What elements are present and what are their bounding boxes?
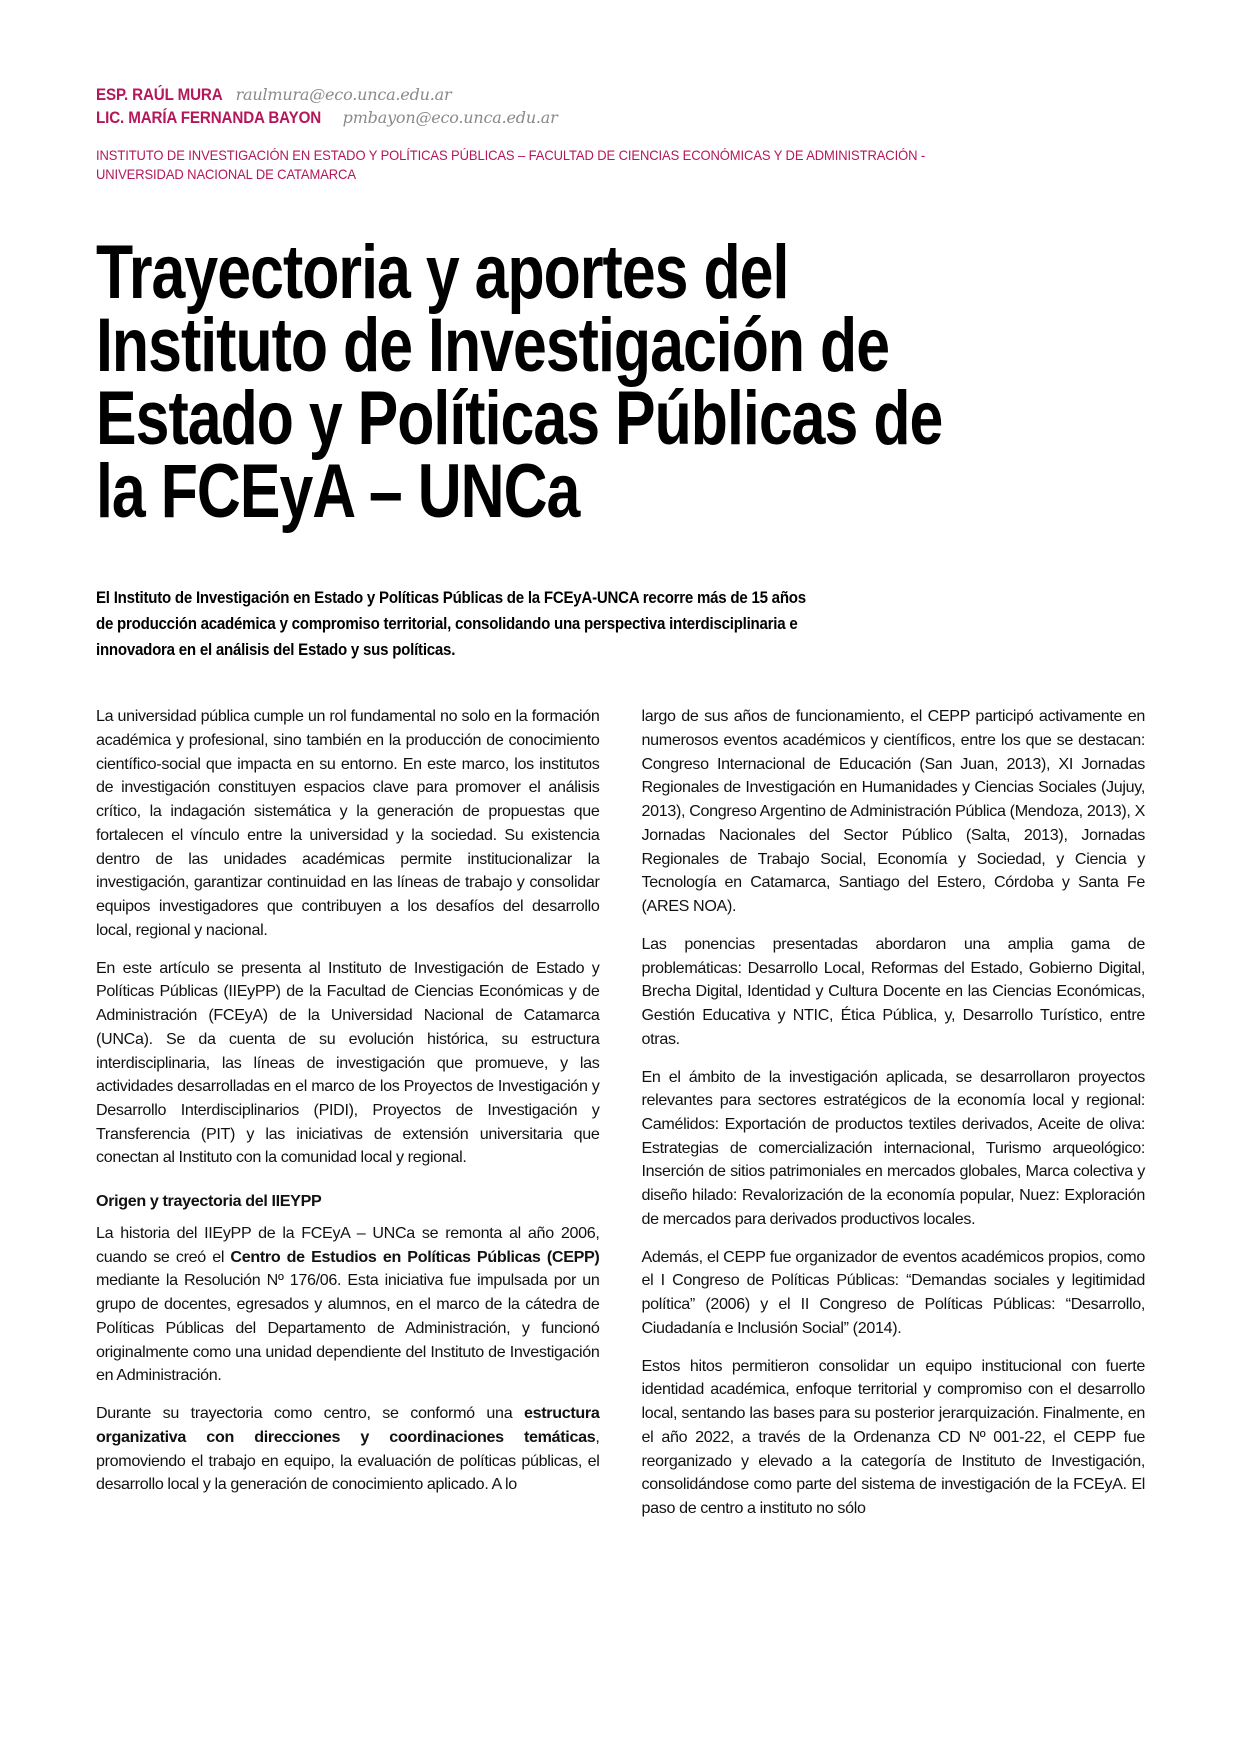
right-paragraph-5: Estos hitos permitieron consolidar un equipo institucional con fuerte identidad académica, enfoque territorial y compromiso con el desarrollo local, sentando las bases para su posterior jerarquización. Finalmente, en el año 2022, a través de la Ordenanza CD Nº 001-22, el CEPP fue reorganizado y elevado a la categoría de Instituto de Investigación, consolidándose como parte del sistema de investigación de la FCEyA. El paso de centro a instituto no sólo bbox=[641, 1356, 1145, 1518]
page-title bbox=[96, 229, 1086, 534]
left-paragraph-4-bold-1: estructura organizativa con direcciones y coordinaciones temáticas bbox=[96, 1404, 600, 1446]
affiliation-line-1: INSTITUTO DE INVESTIGACIÓN EN ESTADO Y POLÍTICAS PÚBLICAS – FACULTAD DE CIENCIAS ECONÓMICAS Y DE ADMINISTRACIÓN - bbox=[96, 148, 926, 164]
left-paragraph-4 bbox=[96, 1402, 600, 1497]
byline bbox=[96, 84, 1145, 185]
right-paragraph-1: largo de sus años de funcionamiento, el CEPP participó activamente en numerosos eventos académicos y científicos, entre los que se destacan: Congreso Internacional de Educación (San Juan, 2013), XI Jornadas Regionales de Investigación en Humanidades y Ciencias Sociales (Jujuy, 2013), Congreso Argentino de Administración Pública (Mendoza, 2013), X Jornadas Nacionales del Sector Público (Salta, 2013), Jornadas Regionales de Trabajo Social, Economía y Sociedad, y Ciencia y Tecnología en Catamarca, Santiago del Estero, Córdoba y Santa Fe (ARES NOA). bbox=[641, 707, 1145, 916]
page-title-line-3: Estado y Políticas Públicas de bbox=[96, 375, 943, 461]
right-column bbox=[642, 705, 1146, 1521]
left-column bbox=[96, 705, 600, 1497]
right-paragraph-4: Además, el CEPP fue organizador de eventos académicos propios, como el I Congreso de Políticas Públicas: “Demandas sociales y legitimidad política” (2006) y el II Congreso de Políticas Públicas: “Desarrollo, Ciudadanía e Inclusión Social” (2014). bbox=[641, 1247, 1145, 1337]
lead-paragraph bbox=[96, 585, 926, 664]
left-paragraph-1: La universidad pública cumple un rol fundamental no solo en la formación académica y profesional, sino también en la producción de conocimiento científico-social que impacta en su entorno. En este marco, los institutos de investigación constituyen espacios clave para promover el análisis crítico, la indagación sistemática y la generación de propuestas que fortalecen el vínculo entre la universidad y la sociedad. Su existencia dentro de las unidades académicas permite institucionalizar la investigación, garantizar continuidad en las líneas de trabajo y consolidar equipos investigadores que contribuyen a los desafíos del desarrollo local, regional y nacional. bbox=[96, 707, 600, 939]
right-paragraph-3: En el ámbito de la investigación aplicada, se desarrollaron proyectos relevantes para sectores estratégicos de la economía local y regional: Camélidos: Exportación de productos textiles derivados, Aceite de oliva: Estrategias de comercialización internacional, Turismo arqueológico: Inserción de sitios patrimoniales en mercados globales, Marca colectiva y diseño hilado: Revalorización de la economía popular, Nuez: Exploración de mercados para derivados productivos locales. bbox=[641, 1067, 1145, 1228]
section-heading-origen: Origen y trayectoria del IIEYPP bbox=[96, 1192, 322, 1211]
author-row-1 bbox=[96, 84, 1145, 107]
author-email-1[interactable]: raulmura@eco.unca.edu.ar bbox=[235, 85, 452, 104]
left-paragraph-3-bold-1: Centro de Estudios en Políticas Públicas (CEPP) bbox=[230, 1247, 600, 1266]
page-title-line-4: la FCEyA – UNCa bbox=[96, 448, 580, 534]
left-paragraph-3 bbox=[96, 1222, 600, 1388]
author-row-2 bbox=[96, 107, 1145, 130]
lead-line-2: de producción académica y compromiso territorial, consolidando una perspectiva interdisciplinaria e bbox=[96, 614, 798, 633]
author-email-2[interactable]: pmbayon@eco.unca.edu.ar bbox=[342, 108, 558, 128]
author-name-2: LIC. MARÍA FERNANDA BAYON bbox=[96, 109, 322, 128]
left-paragraph-3-part-2: mediante la Resolución Nº 176/06. Esta iniciativa fue impulsada por un grupo de docentes, egresados y alumnos, en el marco de la cátedra de Políticas Públicas del Departamento de Administración, y funcionó originalmente como una unidad dependiente del Instituto de Investigación en Administración. bbox=[96, 1271, 600, 1385]
left-paragraph-4-part-1: Durante su trayectoria como centro, se conformó una bbox=[96, 1404, 524, 1423]
left-paragraph-2: En este artículo se presenta al Instituto de Investigación de Estado y Políticas Públicas (IIEyPP) de la Facultad de Ciencias Económicas y de Administración (FCEyA) de la Universidad Nacional de Catamarca (UNCa). Se da cuenta de su evolución histórica, su estructura interdisciplinaria, las líneas de investigación que promueve, y las actividades desarrolladas en el marco de los Proyectos de Investigación y Desarrollo Interdisciplinarios (PIDI), Proyectos de Investigación y Transferencia (PIT) y las iniciativas de extensión universitaria que conectan al Instituto con la comunidad local y regional. bbox=[96, 958, 600, 1167]
affiliation-line-2: UNIVERSIDAD NACIONAL DE CATAMARCA bbox=[96, 167, 356, 183]
right-paragraph-2: Las ponencias presentadas abordaron una amplia gama de problemáticas: Desarrollo Local, Reformas del Estado, Gobierno Digital, Brecha Digital, Identidad y Cultura Docente en las Ciencias Económicas, Gestión Educativa y NTIC, Ética Pública, y, Desarrollo Turístico, entre otras. bbox=[641, 934, 1145, 1048]
affiliation bbox=[96, 146, 1096, 185]
page-title-line-1: Trayectoria y aportes del bbox=[96, 229, 789, 315]
lead-line-1: El Instituto de Investigación en Estado y Políticas Públicas de la FCEyA-UNCA recorre más de 15 años bbox=[96, 588, 806, 607]
author-name-1: ESP. RAÚL MURA bbox=[96, 86, 223, 104]
page-title-line-2: Instituto de Investigación de bbox=[96, 302, 890, 388]
left-paragraph-3-part-1: La historia del IIEyPP de la FCEyA – UNCa se remonta al año 2006, cuando se creó el bbox=[96, 1223, 600, 1266]
lead-line-3: innovadora en el análisis del Estado y sus políticas. bbox=[96, 641, 456, 660]
left-paragraph-4-part-2: , promoviendo el trabajo en equipo, la evaluación de políticas públicas, el desarrollo local y la generación de conocimiento aplicado. A lo bbox=[96, 1427, 600, 1494]
body-columns bbox=[96, 705, 1145, 1521]
